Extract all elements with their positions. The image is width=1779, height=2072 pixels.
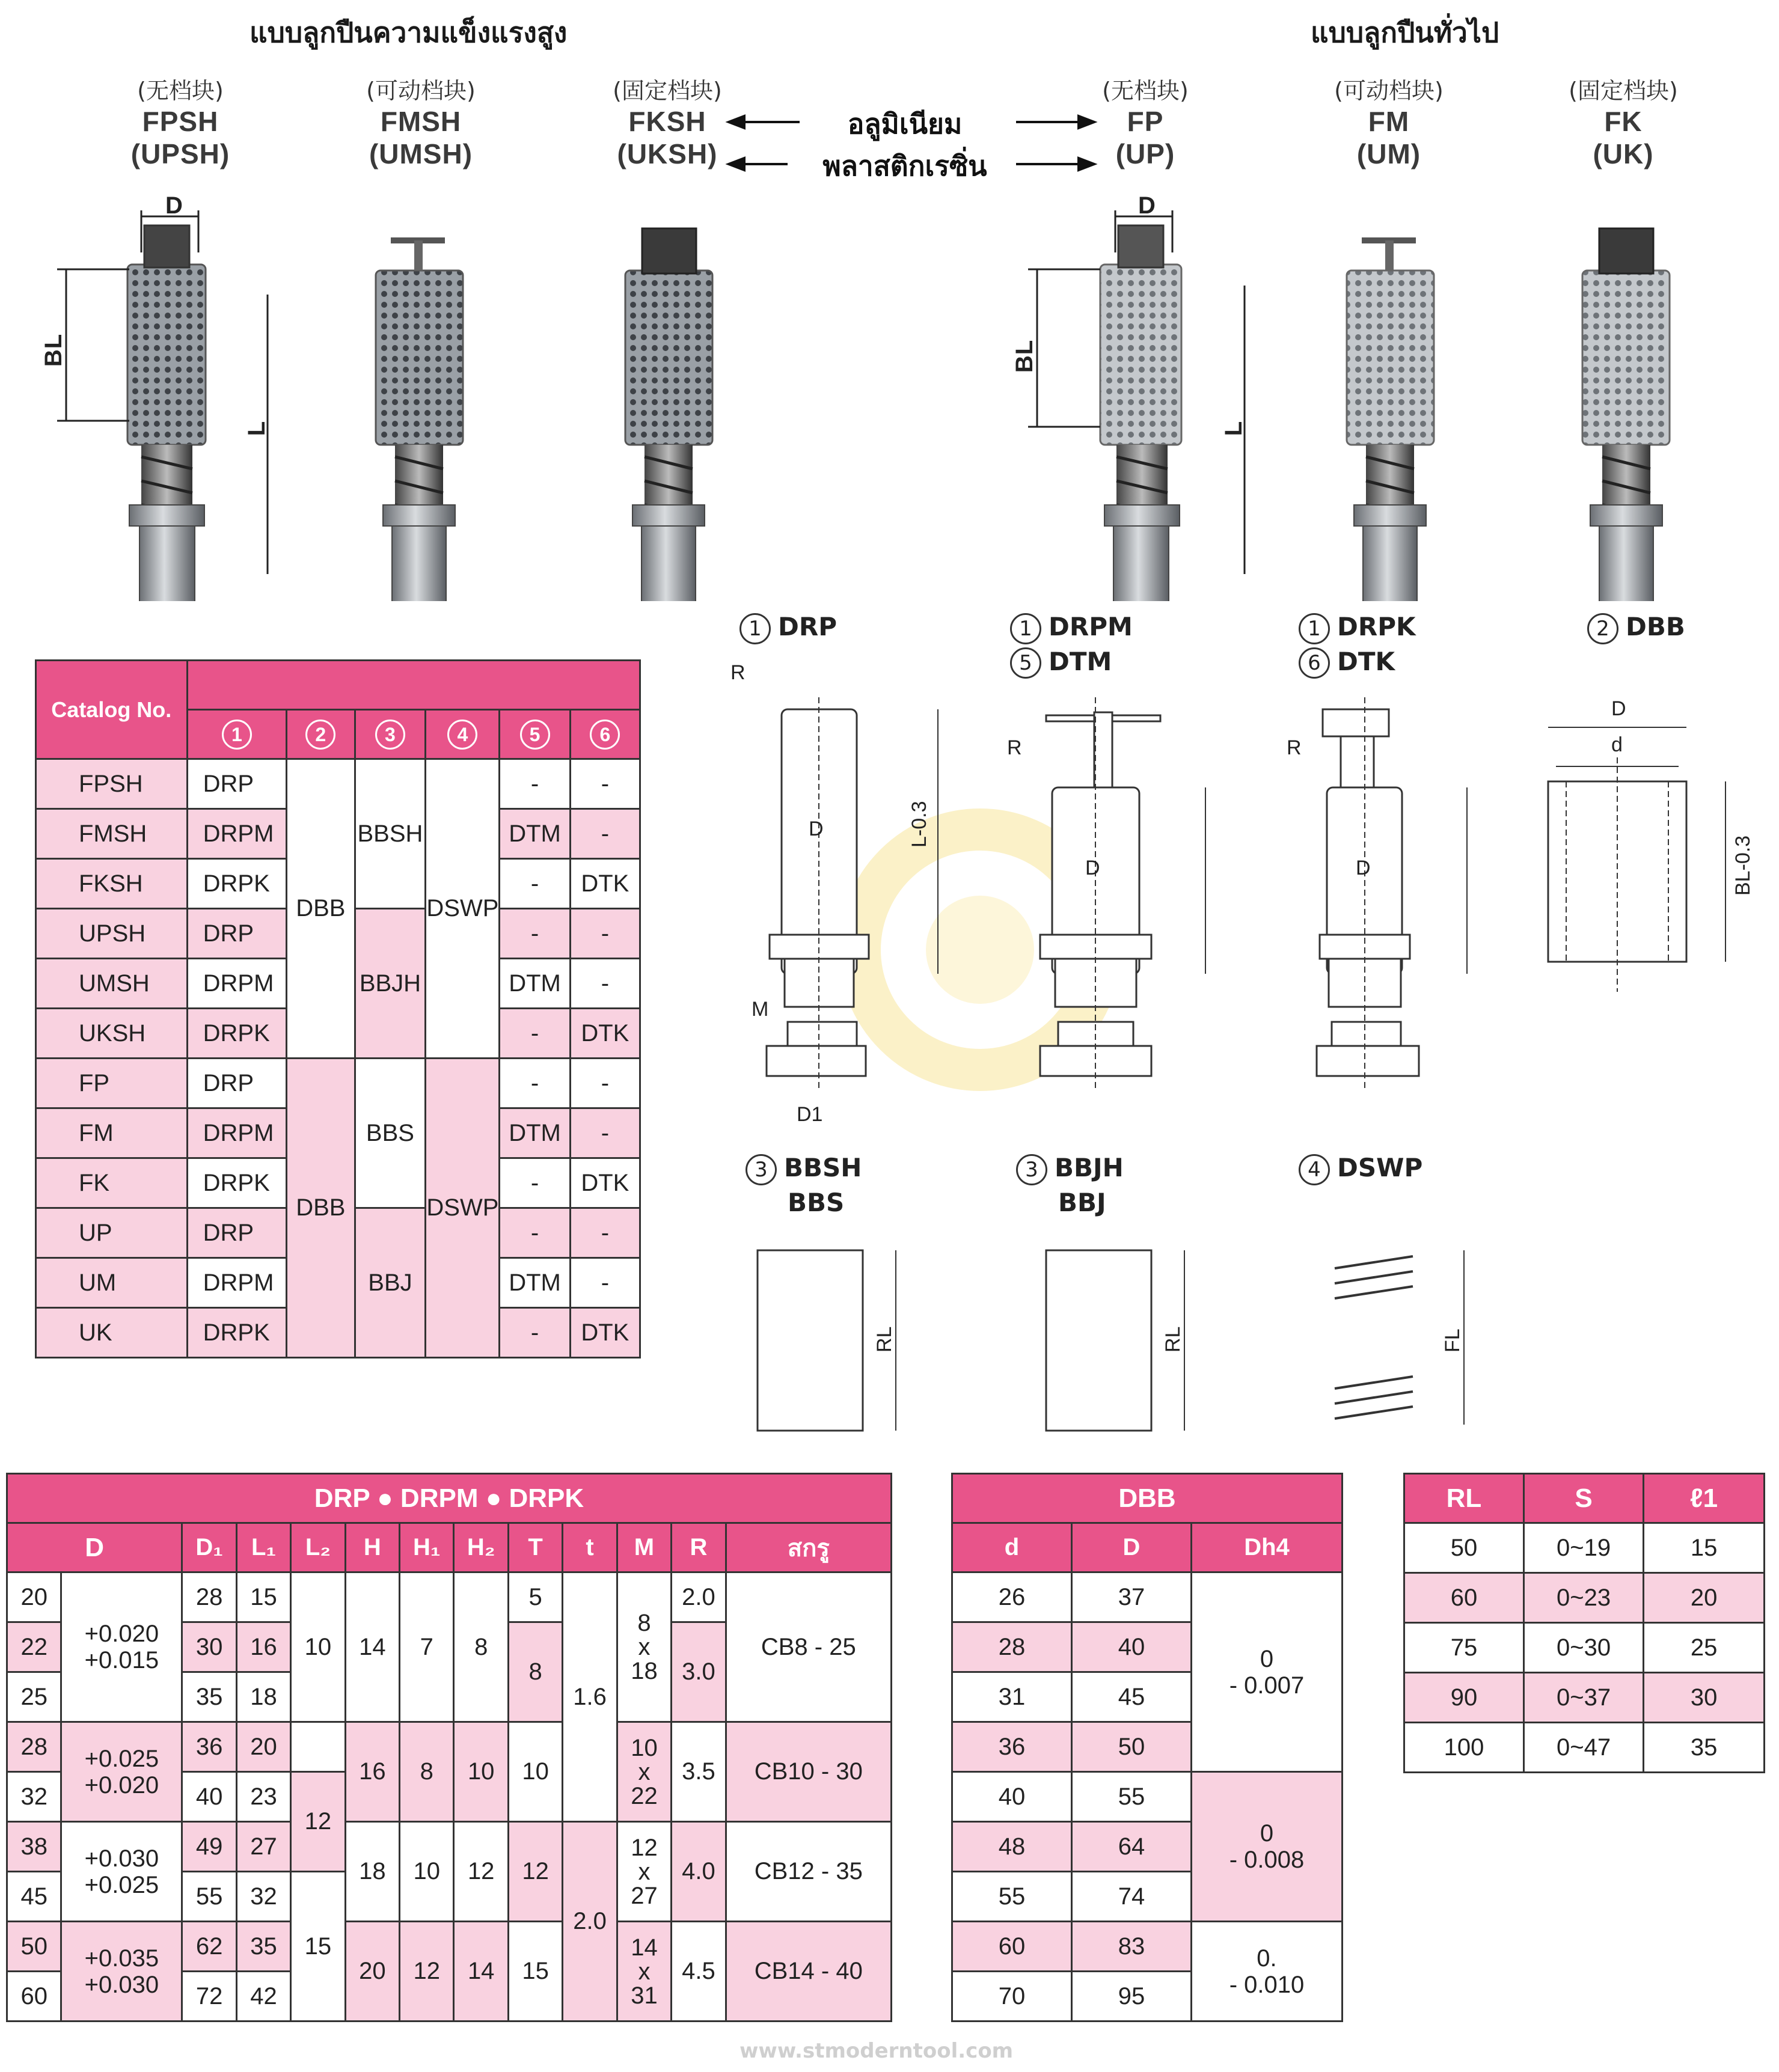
cell-m: 14 x 31 <box>617 1922 671 2022</box>
svg-text:BL-0.3: BL-0.3 <box>1732 835 1754 896</box>
cell-l1: 25 <box>1644 1623 1765 1673</box>
cell-h2: 12 <box>454 1822 508 1922</box>
cell-d: 40 <box>952 1772 1072 1822</box>
cell-d: 31 <box>952 1672 1072 1722</box>
technical-drawings <box>691 655 1774 1148</box>
cell-c5: - <box>500 1009 570 1059</box>
title-text: BBSH <box>784 1153 862 1182</box>
catalog-header-blank <box>187 661 640 710</box>
drp-table <box>6 1473 892 2022</box>
rl-table <box>1403 1473 1765 1773</box>
cell-d: 22 <box>7 1622 61 1672</box>
num-badge: 4 <box>1299 1154 1330 1185</box>
cell-c5: - <box>500 1059 570 1108</box>
cell-s: 0~23 <box>1523 1573 1643 1623</box>
product-code: FM <box>1368 106 1410 137</box>
cell-h2: 10 <box>454 1722 508 1822</box>
col-num: 1 <box>222 720 252 750</box>
cell-t-upper: 5 <box>508 1572 562 1622</box>
svg-text:D1: D1 <box>797 1103 823 1126</box>
cell-c6: - <box>570 759 640 809</box>
dim-d-right: D <box>1138 192 1156 219</box>
cell-dd: 37 <box>1071 1572 1191 1622</box>
cell-c5: DTM <box>500 959 570 1009</box>
cell-d: 60 <box>952 1922 1072 1972</box>
cell-c5: - <box>500 909 570 959</box>
cell-d: 50 <box>7 1922 61 1972</box>
th-t-upper: T <box>508 1523 562 1572</box>
num-badge: 3 <box>1016 1154 1047 1185</box>
cell-d: 48 <box>952 1822 1072 1872</box>
cell-d1: 36 <box>182 1722 236 1772</box>
cell-c5: DTM <box>500 1258 570 1308</box>
dim-bl-right: BL <box>1011 339 1038 373</box>
title-text: DRPK <box>1337 612 1416 641</box>
product-cn: (可动档块) <box>366 78 476 104</box>
cell-t-lower: 2.0 <box>563 1822 617 2022</box>
dbb-table-title: DBB <box>952 1474 1343 1523</box>
cell-s: 0~30 <box>1523 1623 1643 1673</box>
cell-d: 55 <box>952 1872 1072 1922</box>
th-d-small: d <box>952 1523 1072 1572</box>
dim-l-left: L <box>243 420 271 436</box>
product-cn: (无档块) <box>137 78 224 104</box>
cell-tol: 0. - 0.010 <box>1191 1922 1342 2022</box>
title-text: BBJ <box>1058 1187 1106 1217</box>
table-row <box>7 1822 892 1872</box>
cell-s: 0~37 <box>1523 1673 1643 1723</box>
cell-dd: 64 <box>1071 1822 1191 1872</box>
product-alt: (UP) <box>1115 138 1175 170</box>
cell-dd: 95 <box>1071 1972 1191 2022</box>
cell-d-tol: +0.020 +0.015 <box>61 1572 182 1722</box>
th-l2: L₂ <box>291 1523 345 1572</box>
photo-fp <box>1100 225 1181 601</box>
product-alt: (UMSH) <box>369 138 473 170</box>
cell-h1: 8 <box>400 1722 454 1822</box>
title-text: BBS <box>788 1187 845 1217</box>
product-fm <box>1311 72 1467 170</box>
th-h2: H₂ <box>454 1523 508 1572</box>
svg-text:R: R <box>1007 736 1022 759</box>
title-dswp <box>1299 1153 1422 1185</box>
cell-dbb: DBB <box>287 759 355 1059</box>
table-row <box>1404 1523 1765 1573</box>
cell-c6: DTK <box>570 859 640 909</box>
th-m: M <box>617 1523 671 1572</box>
cell-l1: 23 <box>236 1772 290 1822</box>
svg-text:R: R <box>730 661 746 684</box>
cell-c6: DTK <box>570 1158 640 1208</box>
th-h1: H₁ <box>400 1523 454 1572</box>
cell-m: 8 x 18 <box>617 1572 671 1722</box>
cell-screw: CB12 - 35 <box>726 1822 891 1922</box>
cell-h1: 10 <box>400 1822 454 1922</box>
catalog-no: UKSH <box>36 1009 188 1059</box>
table-row <box>1404 1723 1765 1773</box>
th-d: D <box>7 1523 182 1572</box>
photo-fksh <box>625 228 712 601</box>
cell-c1: DRP <box>187 759 287 809</box>
cell-d1: 30 <box>182 1622 236 1672</box>
material-plastic: พลาสติกเรซิ่น <box>822 150 987 182</box>
cell-l1: 18 <box>236 1672 290 1722</box>
product-alt: (UK) <box>1593 138 1654 170</box>
svg-text:RL: RL <box>873 1326 896 1352</box>
svg-text:L-0.3: L-0.3 <box>908 801 931 848</box>
cell-d: 38 <box>7 1822 61 1872</box>
cell-s: 0~19 <box>1523 1523 1643 1573</box>
svg-text:RL: RL <box>1162 1326 1184 1352</box>
cell-l2: 10 <box>291 1572 345 1722</box>
cell-d: 32 <box>7 1772 61 1822</box>
product-code: FK <box>1604 106 1643 137</box>
cell-d: 28 <box>7 1722 61 1772</box>
cell-s: 0~47 <box>1523 1723 1643 1773</box>
th-d1: D₁ <box>182 1523 236 1572</box>
cell-c6: - <box>570 909 640 959</box>
cell-h: 14 <box>345 1572 399 1722</box>
cell-screw: CB10 - 30 <box>726 1722 891 1822</box>
num-badge: 5 <box>1010 647 1041 679</box>
cell-d1: 55 <box>182 1872 236 1922</box>
svg-text:FL: FL <box>1441 1328 1464 1352</box>
cell-d-tol: +0.035 +0.030 <box>61 1922 182 2022</box>
cell-dbb: DBB <box>287 1059 355 1358</box>
cell-h: 16 <box>345 1722 399 1822</box>
material-aluminium: อลูมิเนียม <box>847 108 963 140</box>
col-num: 6 <box>590 720 620 750</box>
cell-c1: DRPK <box>187 859 287 909</box>
cell-d: 25 <box>7 1672 61 1722</box>
num-badge: 3 <box>746 1154 777 1185</box>
th-rl: RL <box>1404 1474 1524 1523</box>
cell-c1: DRP <box>187 909 287 959</box>
cell-d: 45 <box>7 1872 61 1922</box>
cell-l1: 32 <box>236 1872 290 1922</box>
cell-c1: DRPK <box>187 1308 287 1358</box>
catalog-no: UPSH <box>36 909 188 959</box>
cell-c1: DRPM <box>187 809 287 859</box>
dim-d-left: D <box>165 192 183 219</box>
cell-c6: - <box>570 1059 640 1108</box>
cell-d: 26 <box>952 1572 1072 1622</box>
drp-table-title: DRP ● DRPM ● DRPK <box>7 1474 892 1523</box>
col-num: 5 <box>520 720 550 750</box>
cell-t-upper: 10 <box>508 1722 562 1822</box>
cell-l2: 12 <box>291 1772 345 1872</box>
col-2 <box>287 710 355 759</box>
photo-fm <box>1347 237 1434 601</box>
title-text: DSWP <box>1337 1153 1423 1182</box>
th-l1: L₁ <box>236 1523 290 1572</box>
cell-l1: 42 <box>236 1972 290 2022</box>
photo-fk <box>1582 228 1670 601</box>
cell-dd: 74 <box>1071 1872 1191 1922</box>
cell-c1: DRP <box>187 1059 287 1108</box>
dim-bl-left: BL <box>40 333 67 367</box>
product-fk <box>1545 72 1701 170</box>
table-row <box>1404 1673 1765 1723</box>
num-badge: 1 <box>739 613 771 644</box>
catalog-row <box>36 1059 640 1108</box>
cell-t-lower: 1.6 <box>563 1572 617 1822</box>
cell-dd: 83 <box>1071 1922 1191 1972</box>
cell-rl: 50 <box>1404 1523 1524 1573</box>
table-row <box>1404 1623 1765 1673</box>
col-4 <box>426 710 500 759</box>
cell-bbsh: BBSH <box>355 759 426 909</box>
table-row <box>952 1572 1343 1622</box>
title-bbsh <box>746 1153 862 1217</box>
catalog-no: UK <box>36 1308 188 1358</box>
title-dbb <box>1587 612 1685 644</box>
cell-dd: 55 <box>1071 1772 1191 1822</box>
title-text: DBB <box>1626 612 1685 641</box>
cell-l2: 15 <box>291 1872 345 2022</box>
catalog-no: UM <box>36 1258 188 1308</box>
cell-c1: DRP <box>187 1208 287 1258</box>
cell-d1: 72 <box>182 1972 236 2022</box>
table-row <box>952 1772 1343 1822</box>
cell-d: 60 <box>7 1972 61 2022</box>
cell-d1: 35 <box>182 1672 236 1722</box>
svg-text:d: d <box>1611 733 1623 756</box>
left-section-title: แบบลูกปืนความแข็งแรงสูง <box>250 16 568 49</box>
cell-c1: DRPM <box>187 959 287 1009</box>
cell-dd: 50 <box>1071 1722 1191 1772</box>
photo-fpsh <box>127 225 206 601</box>
cell-d: 70 <box>952 1972 1072 2022</box>
col-1 <box>187 710 287 759</box>
svg-text:D: D <box>809 817 824 840</box>
cell-d1: 28 <box>182 1572 236 1622</box>
right-section-title: แบบลูกปืนทั่วไป <box>1311 16 1499 49</box>
product-cn: (无档块) <box>1102 78 1189 104</box>
cell-l1: 27 <box>236 1822 290 1872</box>
product-cn: (可动档块) <box>1334 78 1444 104</box>
cell-c6: DTK <box>570 1009 640 1059</box>
cell-m: 10 x 22 <box>617 1722 671 1822</box>
cell-rl: 75 <box>1404 1623 1524 1673</box>
cell-c5: DTM <box>500 809 570 859</box>
th-screw: สกรู <box>726 1523 891 1572</box>
cell-l2-blank <box>291 1722 345 1772</box>
title-text: DRP <box>778 612 837 641</box>
cell-h2: 14 <box>454 1922 508 2022</box>
cell-l1: 15 <box>1644 1523 1765 1573</box>
cell-t-upper: 12 <box>508 1822 562 1922</box>
th-t-lower: t <box>563 1523 617 1572</box>
cell-c6: - <box>570 1108 640 1158</box>
cell-bbs: BBS <box>355 1059 426 1208</box>
product-photos <box>0 180 1779 601</box>
cell-dswp: DSWP <box>426 1059 500 1358</box>
col-3 <box>355 710 426 759</box>
cell-l1: 35 <box>236 1922 290 1972</box>
footer-url: www.stmoderntool.com <box>739 2039 1014 2063</box>
cell-c6: DTK <box>570 1308 640 1358</box>
cell-c6: - <box>570 1208 640 1258</box>
cell-d-tol: +0.025 +0.020 <box>61 1722 182 1822</box>
th-l1: ℓ1 <box>1644 1474 1765 1523</box>
material-arrows <box>721 105 1106 177</box>
product-code: FP <box>1127 106 1164 137</box>
th-dh4: Dh4 <box>1191 1523 1342 1572</box>
cell-h: 18 <box>345 1822 399 1922</box>
cell-c1: DRPK <box>187 1158 287 1208</box>
cell-l1: 35 <box>1644 1723 1765 1773</box>
cell-c1: DRPM <box>187 1108 287 1158</box>
product-code: FPSH <box>142 106 219 137</box>
cell-l1: 20 <box>1644 1573 1765 1623</box>
cell-screw: CB8 - 25 <box>726 1572 891 1722</box>
catalog-no: UP <box>36 1208 188 1258</box>
th-d-large: D <box>1071 1523 1191 1572</box>
cell-dd: 45 <box>1071 1672 1191 1722</box>
catalog-no: FK <box>36 1158 188 1208</box>
dim-l-right: L <box>1220 420 1248 436</box>
title-drp <box>739 612 837 644</box>
col-num: 4 <box>447 720 477 750</box>
catalog-no: FMSH <box>36 809 188 859</box>
svg-text:M: M <box>752 998 769 1021</box>
catalog-table <box>35 659 641 1358</box>
catalog-no: FP <box>36 1059 188 1108</box>
cell-dswp: DSWP <box>426 759 500 1059</box>
product-cn: (固定档块) <box>1569 78 1678 104</box>
product-alt: (UM) <box>1356 138 1421 170</box>
cell-screw: CB14 - 40 <box>726 1922 891 2022</box>
cell-c5: - <box>500 1308 570 1358</box>
product-alt: (UKSH) <box>617 138 718 170</box>
table-row <box>7 1722 892 1772</box>
num-badge: 6 <box>1299 647 1330 679</box>
catalog-no: FM <box>36 1108 188 1158</box>
cell-h2: 8 <box>454 1572 508 1722</box>
cell-h1: 12 <box>400 1922 454 2022</box>
cell-dd: 40 <box>1071 1622 1191 1672</box>
cell-l1: 20 <box>236 1722 290 1772</box>
catalog-header: Catalog No. <box>36 661 188 759</box>
catalog-no: FPSH <box>36 759 188 809</box>
svg-text:R: R <box>1287 736 1302 759</box>
title-text: DRPM <box>1049 612 1133 641</box>
col-num: 2 <box>305 720 335 750</box>
cell-r: 3.5 <box>672 1722 726 1822</box>
product-code: FMSH <box>380 106 462 137</box>
cell-rl: 100 <box>1404 1723 1524 1773</box>
title-bbjh <box>1016 1153 1124 1217</box>
product-fmsh <box>343 72 499 170</box>
table-row <box>1404 1573 1765 1623</box>
cell-r: 2.0 <box>672 1572 726 1622</box>
cell-c5: - <box>500 1208 570 1258</box>
title-text: DTK <box>1337 646 1395 676</box>
cell-c6: - <box>570 959 640 1009</box>
cell-l1: 15 <box>236 1572 290 1622</box>
cell-c6: - <box>570 1258 640 1308</box>
num-badge: 1 <box>1299 613 1330 644</box>
cell-r: 3.0 <box>672 1622 726 1722</box>
cell-c5: - <box>500 759 570 809</box>
cell-tol: 0 - 0.008 <box>1191 1772 1342 1922</box>
cell-l1: 30 <box>1644 1673 1765 1723</box>
cell-t-upper: 15 <box>508 1922 562 2022</box>
cell-bbj: BBJ <box>355 1208 426 1358</box>
cell-c1: DRPK <box>187 1009 287 1059</box>
cell-c5: - <box>500 1158 570 1208</box>
cell-c5: - <box>500 859 570 909</box>
th-s: S <box>1523 1474 1643 1523</box>
catalog-no: UMSH <box>36 959 188 1009</box>
product-cn: (固定档块) <box>613 78 722 104</box>
num-badge: 1 <box>1010 613 1041 644</box>
cell-d1: 49 <box>182 1822 236 1872</box>
table-row <box>7 1572 892 1622</box>
dbb-table <box>951 1473 1343 2022</box>
table-row <box>952 1922 1343 1972</box>
cell-c6: - <box>570 809 640 859</box>
catalog-row <box>36 759 640 809</box>
photo-fmsh <box>376 237 463 601</box>
cell-d: 20 <box>7 1572 61 1622</box>
title-text: BBJH <box>1055 1153 1124 1182</box>
svg-text:D: D <box>1611 697 1626 720</box>
col-num: 3 <box>375 720 405 750</box>
product-code: FKSH <box>628 106 706 137</box>
th-r: R <box>672 1523 726 1572</box>
svg-text:D: D <box>1085 857 1100 879</box>
col-6 <box>570 710 640 759</box>
table-row <box>7 1922 892 1972</box>
cell-d1: 40 <box>182 1772 236 1822</box>
cell-h: 20 <box>345 1922 399 2022</box>
title-text: DTM <box>1049 646 1112 676</box>
th-h: H <box>345 1523 399 1572</box>
cell-r: 4.0 <box>672 1822 726 1922</box>
cell-rl: 90 <box>1404 1673 1524 1723</box>
product-alt: (UPSH) <box>130 138 230 170</box>
cell-c1: DRPM <box>187 1258 287 1308</box>
cell-r: 4.5 <box>672 1922 726 2022</box>
cell-t-upper: 8 <box>508 1622 562 1722</box>
cell-c5: DTM <box>500 1108 570 1158</box>
cell-h1: 7 <box>400 1572 454 1722</box>
cell-d: 28 <box>952 1622 1072 1672</box>
col-5 <box>500 710 570 759</box>
num-badge: 2 <box>1587 613 1618 644</box>
cell-d-tol: +0.030 +0.025 <box>61 1822 182 1922</box>
ring-spring-drawings <box>721 1232 1533 1461</box>
cell-bbjh: BBJH <box>355 909 426 1059</box>
cell-d1: 62 <box>182 1922 236 1972</box>
svg-text:D: D <box>1356 857 1371 879</box>
cell-m: 12 x 27 <box>617 1822 671 1922</box>
cell-l1: 16 <box>236 1622 290 1672</box>
cell-rl: 60 <box>1404 1573 1524 1623</box>
catalog-no: FKSH <box>36 859 188 909</box>
cell-d: 36 <box>952 1722 1072 1772</box>
cell-tol: 0 - 0.007 <box>1191 1572 1342 1772</box>
product-fpsh <box>102 72 259 170</box>
